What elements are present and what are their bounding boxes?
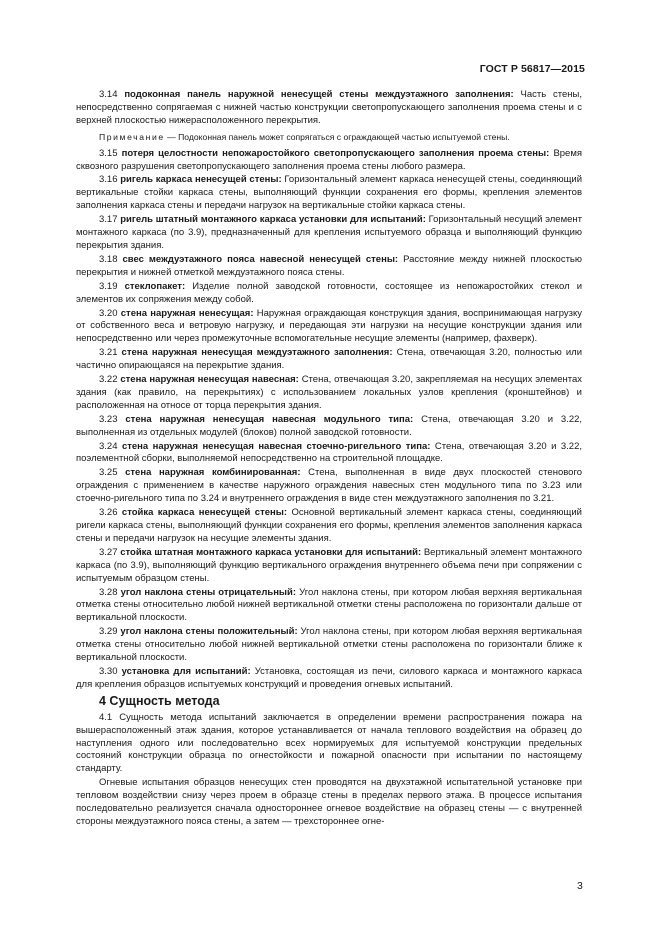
paragraph-3-14: 3.14 подоконная панель наружной ненесущей стены междуэтажного заполнения: Часть стены, непосредственно сопрягаемая с нижней частью конструкции светопропускающего заполнения проема стены и с верхней плоскостью нижерасположенного перекрытия.: [76, 89, 582, 126]
paragraph-3-16: 3.16 ригель каркаса ненесущей стены: Горизонтальный элемент каркаса ненесущей стены, соединяющий вертикальные стойки каркаса стены, выполняющий функции сохранения его формы, крепления элементов заполнения каркаса стены и передачи нагрузок на вертикальные стойки каркаса стены.: [76, 174, 583, 212]
paragraph-3-20: 3.20 стена наружная ненесущая: Наружная ограждающая конструкция здания, воспринимающая нагрузку от собственного веса и ветровую нагрузку, и передающая эти нагрузки на несущие конструкции здания или непосредственно или через промежуточные вспомогательные несущие элементы (например, фахверк).: [76, 307, 583, 345]
paragraph-3-24: 3.24 стена наружная ненесущая навесная стоечно-ригельного типа: Стена, отвечающая 3.20 и 3.22, поэлементной сборки, выполняемой непосредственно на строительной площадке.: [76, 440, 583, 465]
section-title: 4 Сущность метода: [99, 693, 220, 708]
paragraph-3-22: 3.22 стена наружная ненесущая навесная: Стена, отвечающая 3.20, закрепляемая на несущих элементах здания (как правило, на перекрытиях) с использованием локальных узлов крепления (кронштейнов) и расположенная на относе от торца перекрытия здания.: [76, 374, 582, 411]
paragraph-3-19: 3.19 стеклопакет: Изделие полной заводской готовности, состоящее из непожаростойких стекол и элементов их сопряжения между собой.: [76, 280, 582, 305]
paragraph-3-15: 3.15 потеря целостности непожаростойкого светопропускающего заполнения проема стены: Время сквозного разрушения светопропускающего заполнения проема стены любого размера.: [76, 147, 583, 172]
paragraph-3-17: 3.17 ригель штатный монтажного каркаса установки для испытаний: Горизонтальный несущий элемент монтажного каркаса (по 3.9), предназначенный для крепления испытуемого образца и выполняющий функцию перекрытия здания.: [76, 214, 582, 251]
paragraph-3-21: 3.21 стена наружная ненесущая междуэтажного заполнения: Стена, отвечающая 3.20, полностью или частично опирающаяся на перекрытие здания.: [76, 347, 582, 372]
paragraph-3-18: 3.18 свес междуэтажного пояса навесной ненесущей стены: Расстояние между нижней плоскостью перекрытия и нижней отметкой междуэтажного пояса стены.: [76, 253, 582, 278]
paragraph-3-26: 3.26 стойка каркаса ненесущей стены: Основной вертикальный элемент каркаса стены, соединяющий ригели каркаса стены, выполняющий функции сохранения его формы, крепления элементов заполнения каркаса стены и передачи нагрузок на несущие элементы здания.: [76, 507, 582, 544]
document-body: [76, 89, 582, 830]
page-number: 3: [577, 880, 583, 892]
standard-header: ГОСТ Р 56817—2015: [479, 63, 585, 75]
paragraph-3-28: 3.28 угол наклона стены отрицательный: Угол наклона стены, при котором любая верхняя вертикальная отметка стены относительно любой нижней вертикальной отметки стены расположена по горизонтали дальше от вертикальной плоскости.: [76, 586, 582, 624]
paragraph-4-1-continued: Огневые испытания образцов ненесущих стен проводятся на двухэтажной испытательной установке при тепловом воздействии снизу через проем в образце стены в пределах первого этажа. В процессе испытания последовательно реализуется сначала одностороннее огневое воздействие на образец стены — с внутренней стороны междуэтажного пояса стены, а затем — трехстороннее огне-: [76, 777, 582, 827]
paragraph-3-27: 3.27 стойка штатная монтажного каркаса установки для испытаний: Вертикальный элемент монтажного каркаса (по 3.9), выполняющий функцию вертикального ограждения внутреннего объема печи при сопряжении с испытуемым образцом стены.: [76, 546, 583, 584]
paragraph-3-23: 3.23 стена наружная ненесущая навесная модульного типа: Стена, отвечающая 3.20 и 3.22, выполненная из отдельных модулей (блоков) полной заводской готовности.: [76, 413, 583, 438]
paragraph-3-25: 3.25 стена наружная комбинированная: Стена, выполненная в виде двух плоскостей стенового ограждения с применением в качестве наружного ограждения навесных стен модульного типа по 3.23 или стоечно-ригельного типа по 3.24 и внутреннего ограждения в виде стен междуэтажного заполнения по 3.21.: [76, 467, 583, 505]
paragraph-3-29: 3.29 угол наклона стены положительный: Угол наклона стены, при котором любая верхняя вертикальная отметка стены относительно любой нижней вертикальной отметки стены расположена по горизонтали ближе к вертикальной плоскости.: [76, 626, 583, 664]
note: Примечание — Подоконная панель может сопрягаться с ограждающей частью испытуемой стены.: [99, 131, 510, 142]
paragraph-4-1: 4.1 Сущность метода испытаний заключается в определении времени распространения пожара на вышерасположенный этаж здания, которое устанавливается от начала теплового воздействия на образец до наступления одного или последовательно всех нормируемых для испытуемой конструкции предельных состояний конструкции образца по огнестойкости и пожарной опасности при испытании по настоящему стандарту.: [76, 711, 582, 775]
paragraph-3-30: 3.30 установка для испытаний: Установка, состоящая из печи, силового каркаса и монтажного каркаса для крепления образцов испытуемых конструкций и проведения огневых испытаний.: [76, 665, 583, 690]
